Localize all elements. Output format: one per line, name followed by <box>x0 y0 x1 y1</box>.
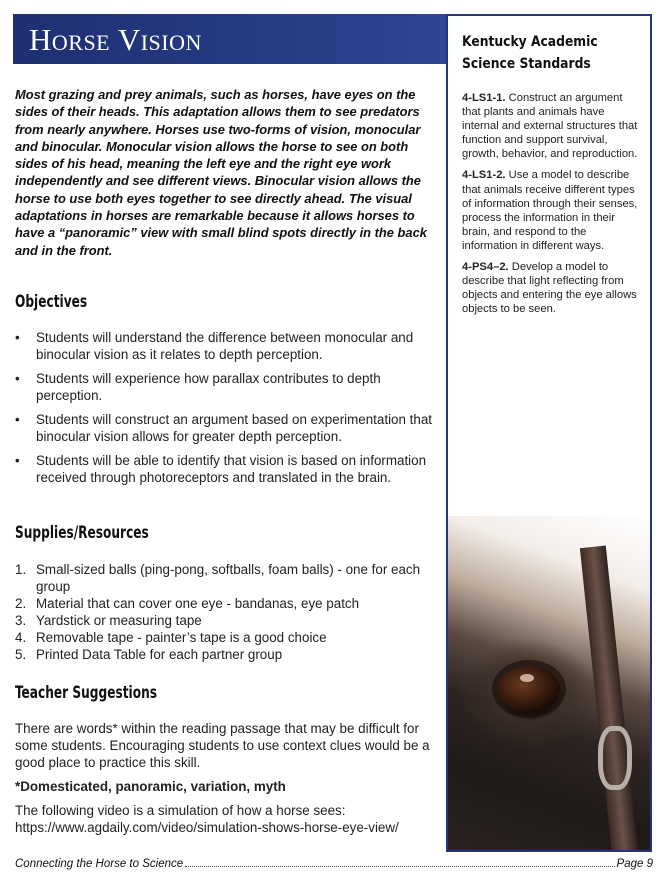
page-title: Horse Vision <box>29 22 202 57</box>
standard-item: 4-LS1-1. Construct an argument that plants and animals have internal and external structures that function and support survival, growth, behavior, and reproduction. <box>462 92 638 161</box>
footer-title: Connecting the Horse to Science <box>15 858 184 870</box>
list-item: • Students will understand the difference between monocular and binocular vision as it relates to depth perception. <box>15 329 435 363</box>
list-item: 1. Small-sized balls (ping-pong, softballs, foam balls) - one for each group <box>15 562 421 594</box>
list-item: 4. Removable tape - painter’s tape is a good choice <box>15 630 327 645</box>
list-item: 2. Material that can cover one eye - bandanas, eye patch <box>15 596 360 611</box>
list-item: • Students will be able to identify that vision is based on information received through photoreceptors and translated in the brain. <box>15 452 435 486</box>
page-number: Page 9 <box>616 858 653 870</box>
bridle-ring <box>598 726 632 790</box>
vocabulary-words: *Domesticated, panoramic, variation, myth <box>15 779 286 794</box>
sidebar-title: Kentucky Academic Science Standards <box>462 34 598 72</box>
supplies-list <box>15 561 435 663</box>
standards-sidebar <box>446 14 652 852</box>
list-item: 5. Printed Data Table for each partner group <box>15 647 283 662</box>
objectives-list <box>15 329 435 493</box>
horse-eye-photo <box>448 516 650 852</box>
standard-item: 4-LS1-2. Use a model to describe that animals receive different types of information through their senses, process the information in their brain, and respond to the information in different ways. <box>462 169 638 252</box>
footer-dot-leader <box>185 858 614 867</box>
standard-item: 4-PS4–2. Develop a model to describe that light reflecting from objects and entering the eye allows objects to be seen. <box>462 261 637 316</box>
list-item: • Students will construct an argument based on experimentation that binocular vision allows for greater depth perception. <box>15 411 435 445</box>
list-item: • Students will experience how parallax contributes to depth perception. <box>15 370 435 404</box>
bridle-strap <box>580 545 638 852</box>
teacher-suggestions-paragraph: There are words* within the reading passage that may be difficult for some students. Encouraging students to use context clues would be a good place to practice this skill. <box>15 721 430 770</box>
objectives-heading: Objectives <box>15 292 88 311</box>
page-footer <box>15 858 653 870</box>
video-link[interactable]: https://www.agdaily.com/video/simulation-shows-horse-eye-view/ <box>15 820 399 835</box>
horse-eye <box>498 666 560 712</box>
title-banner <box>13 14 446 64</box>
supplies-heading: Supplies/Resources <box>15 523 149 542</box>
list-item: 3. Yardstick or measuring tape <box>15 613 202 628</box>
eye-highlight <box>520 674 534 682</box>
intro-paragraph: Most grazing and prey animals, such as horses, have eyes on the sides of their heads. This adaptation allows them to see predators from nearly anywhere. Horses use two-forms of vision, monocular and binocular. Monocular vision allows the horse to see on both sides of his head, meaning the left eye and the right eye work independently and see different views. Binocular vision allows the horse to use both eyes together to see directly ahead. The visual adaptations in horses are remarkable because it allows horses to have a “panoramic” view with small blind spots directly in the back and in the front. <box>15 87 427 258</box>
standards-list <box>462 91 640 323</box>
teacher-suggestions-heading: Teacher Suggestions <box>15 683 158 702</box>
video-intro: The following video is a simulation of how a horse sees: <box>15 803 346 818</box>
